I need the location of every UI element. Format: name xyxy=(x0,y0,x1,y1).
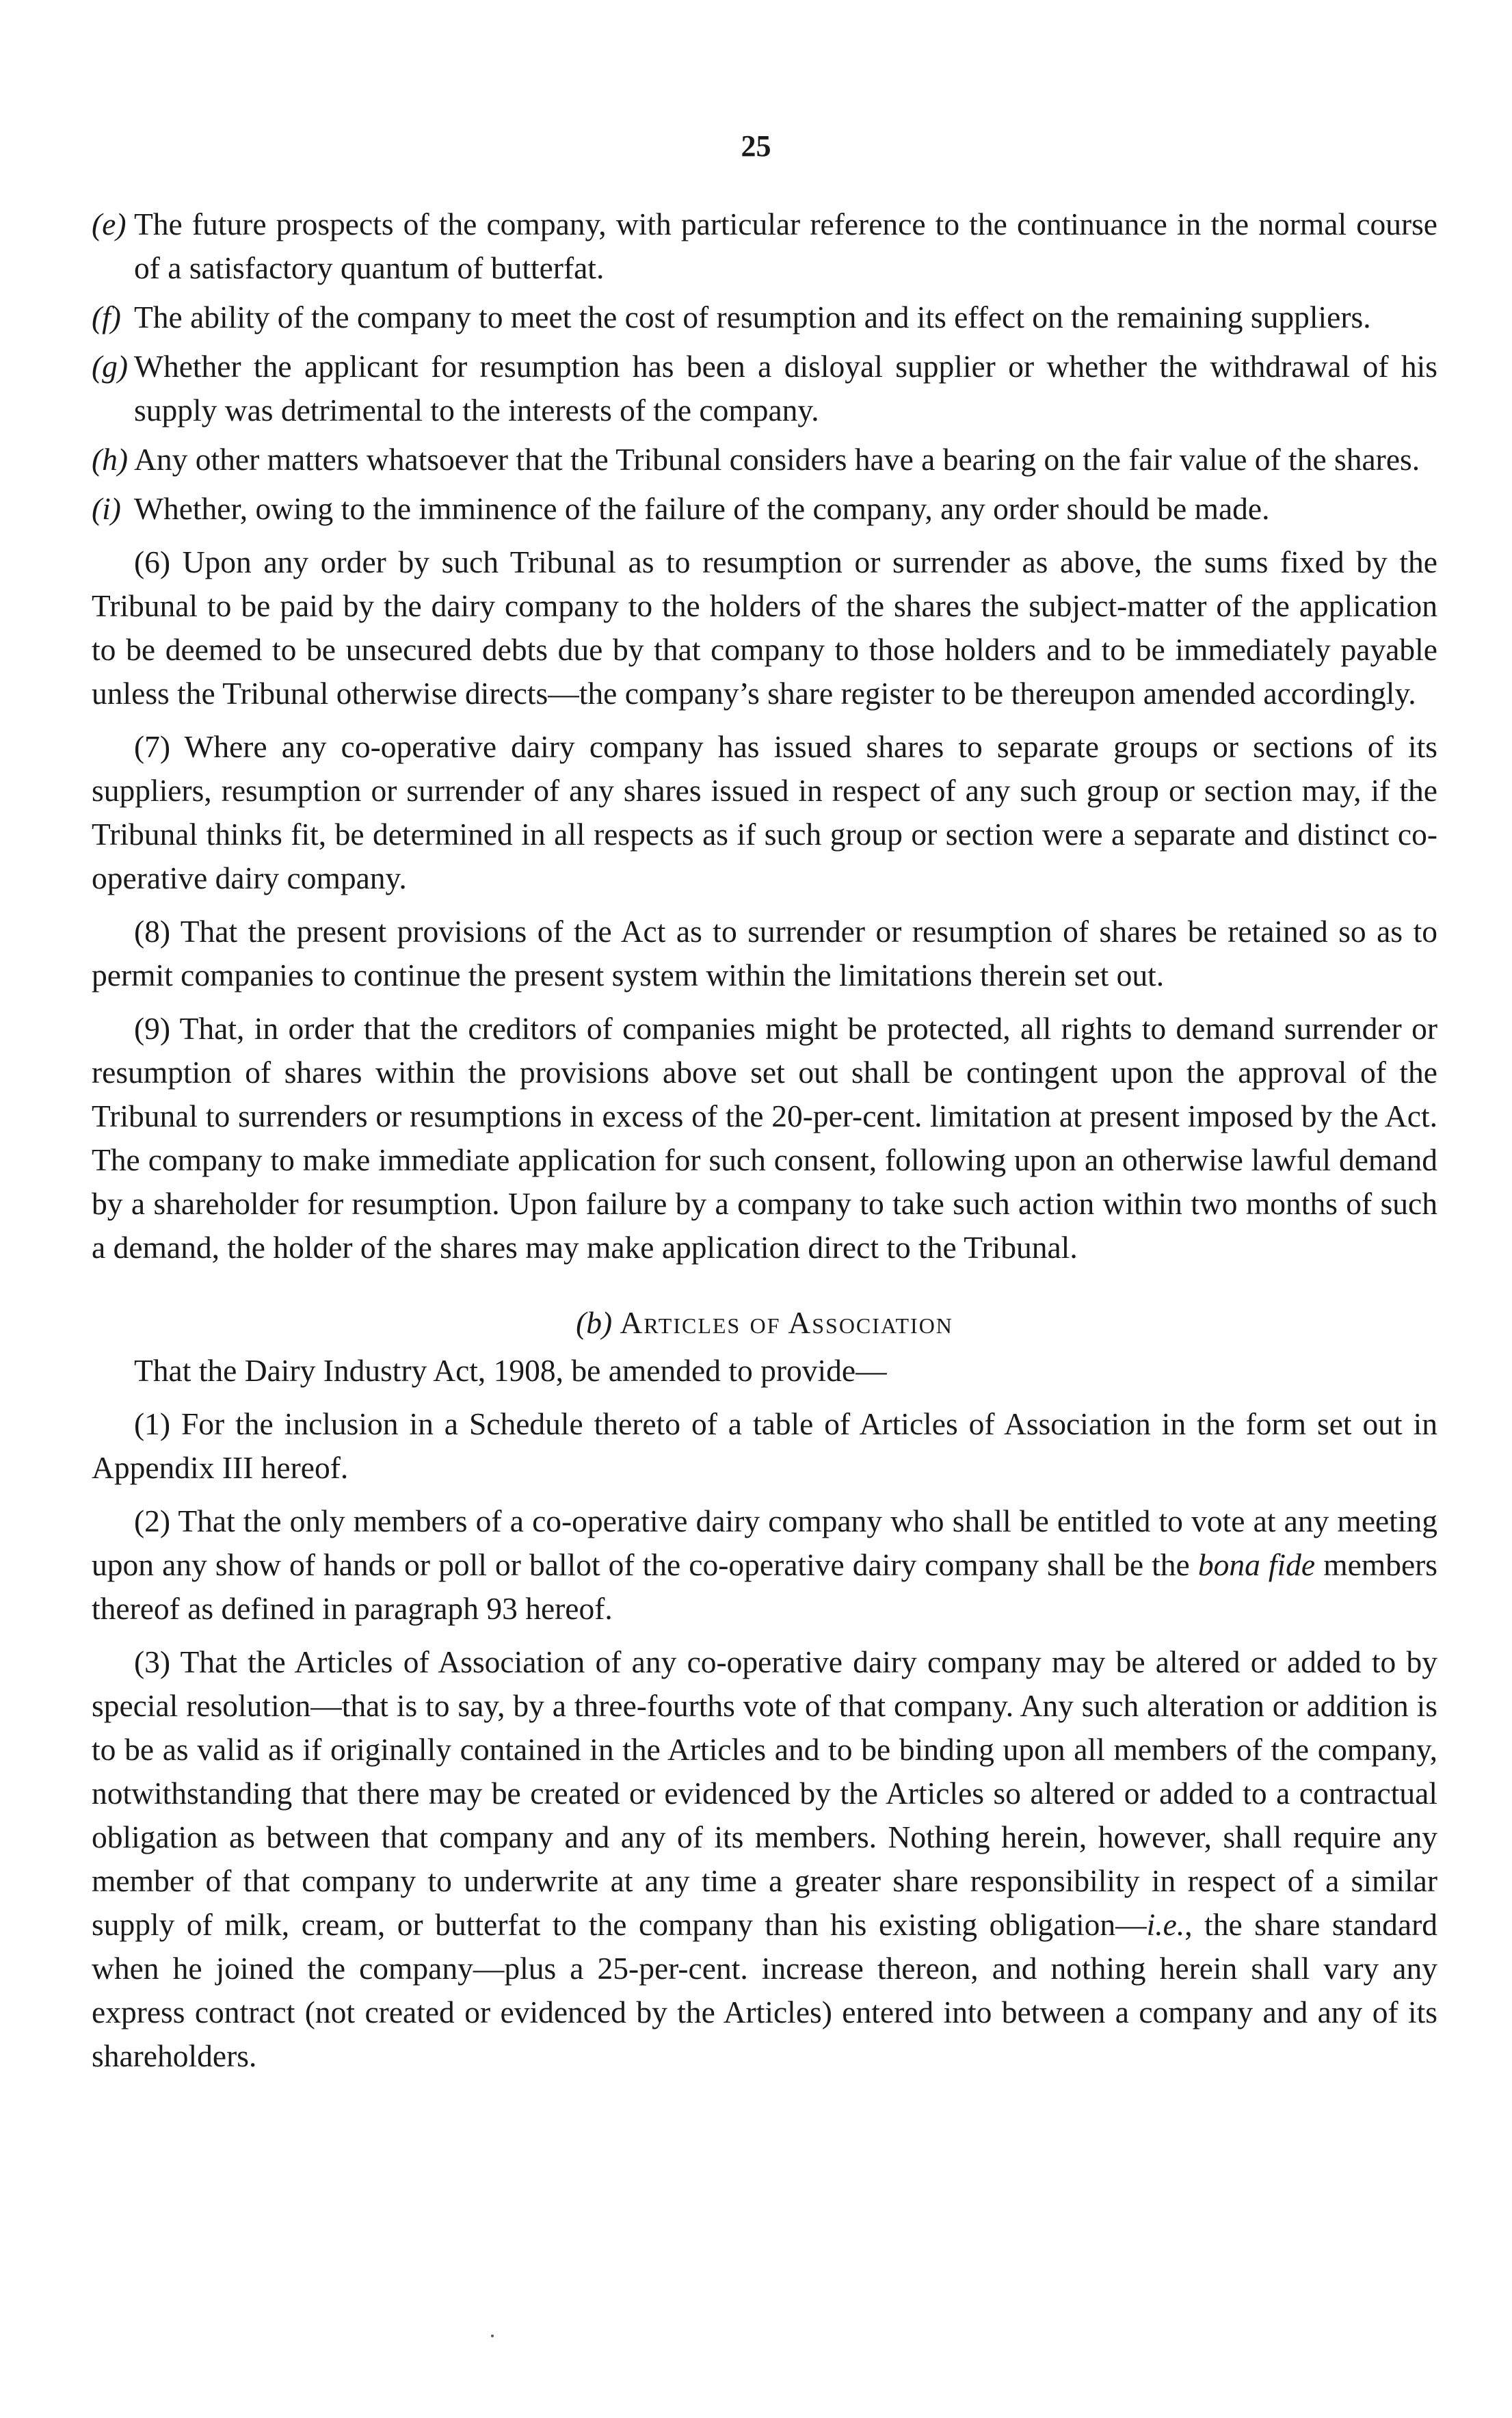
scan-speck xyxy=(491,2335,494,2337)
paragraph-9: (9) That, in order that the creditors of companies might be protected, all rights to demand surrender or resumption of shares within the provisions above set out shall be contingent upon the approval of the Tribunal to surrenders or resumptions in excess of the 20-per-cent. limitation at present imposed by the Act. The company to make immediate application for such consent, following upon an otherwise lawful demand by a shareholder for resumption. Upon failure by a company to take such action within two months of such a demand, the holder of the shares may make application direct to the Tribunal. xyxy=(92,1011,1437,1265)
paragraph-b1: (1) For the inclusion in a Schedule thereto of a table of Articles of Association in the form set out in Appendix III hereof. xyxy=(92,1406,1437,1485)
list-item-text: Whether, owing to the imminence of the failure of the company, any order should be made. xyxy=(134,491,1270,526)
list-item-marker: (f) xyxy=(92,300,121,334)
paragraph-8: (8) That the present provisions of the Act as to surrender or resumption of shares be retained so as to permit companies to continue the present system within the limitations therein set out. xyxy=(92,914,1437,993)
section-title: Articles of Association xyxy=(620,1305,953,1340)
italic-term: bona fide xyxy=(1197,1547,1316,1582)
section-letter: (b) xyxy=(576,1305,613,1340)
paragraph-text: (2) That the only members of a co-operative dairy company who shall be entitled to vote at any meeting upon any show of hands or poll or ballot of the co-operative dairy company shall be the xyxy=(92,1503,1437,1582)
list-item-text: Any other matters whatsoever that the Tribunal considers have a bearing on the fair value of the shares. xyxy=(134,442,1420,477)
paragraph-b2 xyxy=(92,1499,1437,1631)
page-number: 25 xyxy=(741,129,771,163)
italic-term: i.e. xyxy=(1146,1907,1185,1942)
list-item-marker: (e) xyxy=(92,207,127,241)
paragraph-b3 xyxy=(92,1640,1437,2078)
paragraph-text: , the share standard when he joined the company—plus a 25-per-cent. increase thereon, and nothing herein shall vary any express contract (not created or evidenced by the Articles) entered into between a company and any of its shareholders. xyxy=(92,1907,1437,2073)
list-item-text: The future prospects of the company, with particular reference to the continuance in the normal course of a satisfactory quantum of butterfat. xyxy=(134,207,1437,285)
list-item-text: The ability of the company to meet the cost of resumption and its effect on the remaining suppliers. xyxy=(134,300,1371,334)
list-item xyxy=(92,487,1437,531)
list-item xyxy=(92,295,1437,339)
section-intro: That the Dairy Industry Act, 1908, be amended to provide— xyxy=(134,1353,887,1388)
paragraph-6: (6) Upon any order by such Tribunal as to resumption or surrender as above, the sums fixed by the Tribunal to be paid by the dairy company to the holders of the shares the subject-matter of the application to be deemed to be unsecured debts due by that company to those holders and to be immediately payable unless the Tribunal otherwise directs—the company’s share register to be thereupon amended accordingly. xyxy=(92,544,1437,711)
paragraph-7: (7) Where any co-operative dairy company has issued shares to separate groups or sections of its suppliers, resumption or surrender of any shares issued in respect of any such group or section may, if the Tribunal thinks fit, be determined in all respects as if such group or section were a separate and distinct co-operative dairy company. xyxy=(92,729,1437,895)
document-body xyxy=(92,202,1437,2078)
list-item-marker: (i) xyxy=(92,491,121,526)
paragraph-text: members thereof as defined in paragraph 93 hereof. xyxy=(92,1547,1437,1626)
paragraph-text: (3) That the Articles of Association of any co-operative dairy company may be altered or added to by special resolution—that is to say, by a three-fourths vote of that company. Any such alteration or addition is to be as valid as if originally contained in the Articles and to be binding upon all members of the company, notwithstanding that there may be created or evidenced by the Articles so altered or added to a contractual obligation as between that company and any of its members. Nothing herein, however, shall require any member of that company to underwrite at any time a greater share responsibility in respect of a similar supply of milk, cream, or butterfat to the company than his existing obligation— xyxy=(92,1644,1437,1942)
list-item-marker: (h) xyxy=(92,442,129,477)
list-item xyxy=(92,202,1437,290)
list-item xyxy=(92,438,1437,482)
list-item-marker: (g) xyxy=(92,349,129,384)
list-item xyxy=(92,345,1437,432)
list-item-text: Whether the applicant for resumption has been a disloyal supplier or whether the withdrawal of his supply was detrimental to the interests of the company. xyxy=(134,349,1437,428)
section-heading xyxy=(92,1301,1437,1345)
